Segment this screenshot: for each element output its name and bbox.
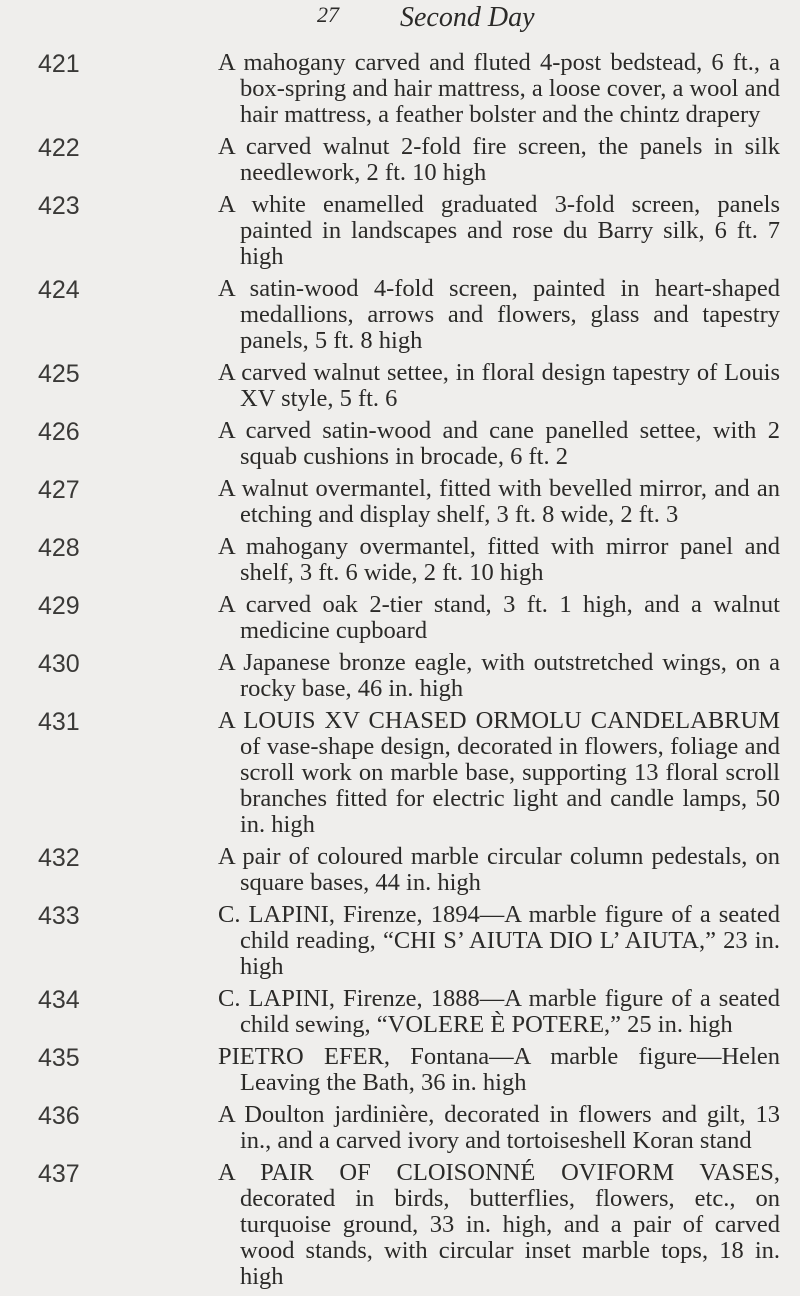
lot-422 <box>0 134 800 186</box>
lot-433 <box>0 902 800 980</box>
lot-437 <box>0 1160 800 1290</box>
lot-number: 428 <box>38 534 80 562</box>
page-number: 27 <box>317 2 339 27</box>
lot-description: A Japanese bronze eagle, with outstretched wings, on a rocky base, 46 in. high <box>218 649 780 702</box>
lot-number: 424 <box>38 276 80 304</box>
lot-description: A walnut overmantel, fitted with bevelled mirror, and an etching and display shelf, 3 ft. 8 wide, 2 ft. 3 <box>218 475 780 528</box>
lot-number: 427 <box>38 476 80 504</box>
lot-number: 426 <box>38 418 80 446</box>
lot-description: A carved walnut settee, in floral design tapestry of Louis XV style, 5 ft. 6 <box>218 359 780 412</box>
lot-description: A mahogany carved and fluted 4-post bedstead, 6 ft., a box-spring and hair mattress, a loose cover, a wool and hair mattress, a feather bolster and the chintz drapery <box>218 49 780 128</box>
lot-description: A pair of coloured marble circular column pedestals, on square bases, 44 in. high <box>218 843 780 896</box>
lot-description: A carved walnut 2-fold fire screen, the panels in silk needlework, 2 ft. 10 high <box>218 133 780 186</box>
lot-number: 436 <box>38 1102 80 1130</box>
lot-description: A Doulton jardinière, decorated in flowers and gilt, 13 in., and a carved ivory and tortoiseshell Koran stand <box>218 1101 780 1154</box>
lot-description: A satin-wood 4-fold screen, painted in heart-shaped medallions, arrows and flowers, glass and tapestry panels, 5 ft. 8 high <box>218 275 780 354</box>
lot-424 <box>0 276 800 354</box>
lot-428 <box>0 534 800 586</box>
lot-427 <box>0 476 800 528</box>
lot-description: C. LAPINI, Firenze, 1894—A marble figure of a seated child reading, “CHI S’ AIUTA DIO L’ AIUTA,” 23 in. high <box>218 901 780 980</box>
lot-description: A mahogany overmantel, fitted with mirror panel and shelf, 3 ft. 6 wide, 2 ft. 10 high <box>218 533 780 586</box>
lot-number: 434 <box>38 986 80 1014</box>
lot-434 <box>0 986 800 1038</box>
lot-425 <box>0 360 800 412</box>
lot-423 <box>0 192 800 270</box>
lot-description: A white enamelled graduated 3-fold screen, panels painted in landscapes and rose du Barry silk, 6 ft. 7 high <box>218 191 780 270</box>
lot-429 <box>0 592 800 644</box>
lot-number: 423 <box>38 192 80 220</box>
lot-description: PIETRO EFER, Fontana—A marble figure—Helen Leaving the Bath, 36 in. high <box>218 1043 780 1096</box>
lot-number: 425 <box>38 360 80 388</box>
running-title: Second Day <box>400 2 535 33</box>
lot-421 <box>0 50 800 128</box>
lot-number: 421 <box>38 50 80 78</box>
lot-number: 431 <box>38 708 80 736</box>
lot-number: 433 <box>38 902 80 930</box>
lot-436 <box>0 1102 800 1154</box>
lot-list <box>0 50 800 1296</box>
lot-number: 430 <box>38 650 80 678</box>
lot-number: 429 <box>38 592 80 620</box>
lot-431 <box>0 708 800 838</box>
page-header <box>0 2 800 34</box>
lot-number: 435 <box>38 1044 80 1072</box>
lot-description: A PAIR OF CLOISONNÉ OVIFORM VASES, decorated in birds, butterflies, flowers, etc., on turquoise ground, 33 in. high, and a pair of carved wood stands, with circular inset marble tops, 18 in. high <box>218 1159 780 1290</box>
lot-435 <box>0 1044 800 1096</box>
lot-description: A carved oak 2-tier stand, 3 ft. 1 high, and a walnut medicine cupboard <box>218 591 780 644</box>
lot-description: A carved satin-wood and cane panelled settee, with 2 squab cushions in brocade, 6 ft. 2 <box>218 417 780 470</box>
lot-description: A LOUIS XV CHASED ORMOLU CANDELABRUM of vase-shape design, decorated in flowers, foliage and scroll work on marble base, supporting 13 floral scroll branches fitted for electric light and candle lamps, 50 in. high <box>218 707 780 838</box>
lot-description: C. LAPINI, Firenze, 1888—A marble figure of a seated child sewing, “VOLERE È POTERE,” 25 in. high <box>218 985 780 1038</box>
lot-number: 437 <box>38 1160 80 1188</box>
lot-number: 432 <box>38 844 80 872</box>
lot-number: 422 <box>38 134 80 162</box>
lot-432 <box>0 844 800 896</box>
lot-426 <box>0 418 800 470</box>
lot-430 <box>0 650 800 702</box>
